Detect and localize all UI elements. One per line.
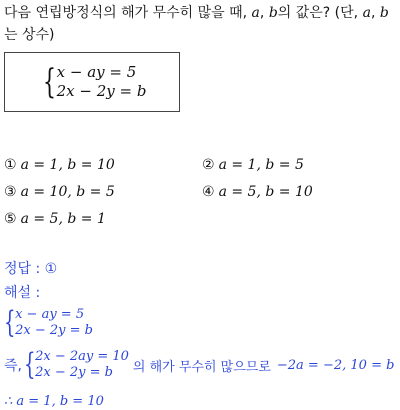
question-var-b2: b (379, 5, 389, 21)
brace-symbol-1: { (4, 305, 16, 340)
option-1-number: ① (4, 157, 17, 173)
explanation-line-2 (4, 349, 394, 381)
option-3-number: ③ (4, 184, 17, 200)
option-2-number: ② (202, 157, 215, 173)
question-text-pre: 다음 연립방정식의 해가 무수히 많을 때, (4, 5, 252, 21)
question-text-mid: 의 값은? (단, (277, 5, 363, 21)
system-eq1: x − ay = 5 (56, 63, 137, 81)
explanation-sys2-eq2: 2x − 2y = b (35, 365, 113, 380)
conclusion-math: −2a = −2, 10 = b (276, 357, 395, 373)
option-2[interactable] (202, 156, 304, 174)
conclusion-text: 의 해가 무수히 많으므로 (132, 359, 271, 375)
equation-system (43, 63, 146, 101)
explanation-sys2-eq1: 2x − 2ay = 10 (35, 349, 129, 364)
question-var-b: b (268, 5, 278, 21)
question-comma2: , (370, 5, 380, 21)
explanation-sys1-eq2: 2x − 2y = b (15, 323, 93, 338)
explanation-sys1-eq1: x − ay = 5 (15, 307, 85, 322)
option-1-text: a = 1, b = 10 (20, 157, 115, 173)
option-2-text: a = 1, b = 5 (218, 157, 304, 173)
question-text-post: 는 상수) (4, 27, 55, 43)
equation-box (4, 52, 180, 112)
question-comma: , (259, 5, 269, 21)
brace-symbol-2: { (23, 347, 36, 382)
option-3[interactable] (4, 183, 115, 201)
option-3-text: a = 10, b = 5 (20, 184, 115, 200)
answer-label: 정답 : ① (4, 261, 58, 277)
question-text (4, 2, 396, 46)
jeuk-label: 즉, (4, 358, 22, 374)
option-5-text: a = 5, b = 1 (20, 211, 106, 227)
option-1[interactable] (4, 156, 115, 174)
option-4[interactable] (202, 183, 313, 201)
brace-symbol: { (43, 62, 56, 102)
option-4-text: a = 5, b = 10 (218, 184, 313, 200)
option-5[interactable] (4, 210, 106, 228)
system-eq2: 2x − 2y = b (56, 82, 147, 100)
question-var-a: a (251, 5, 260, 21)
question-var-a2: a (362, 5, 371, 21)
explanation-label: 해설 : (4, 285, 41, 301)
option-5-number: ⑤ (4, 211, 17, 227)
therefore-line: ∴ a = 1, b = 10 (4, 394, 104, 409)
explanation-system-1 (4, 307, 93, 339)
option-4-number: ④ (202, 184, 215, 200)
